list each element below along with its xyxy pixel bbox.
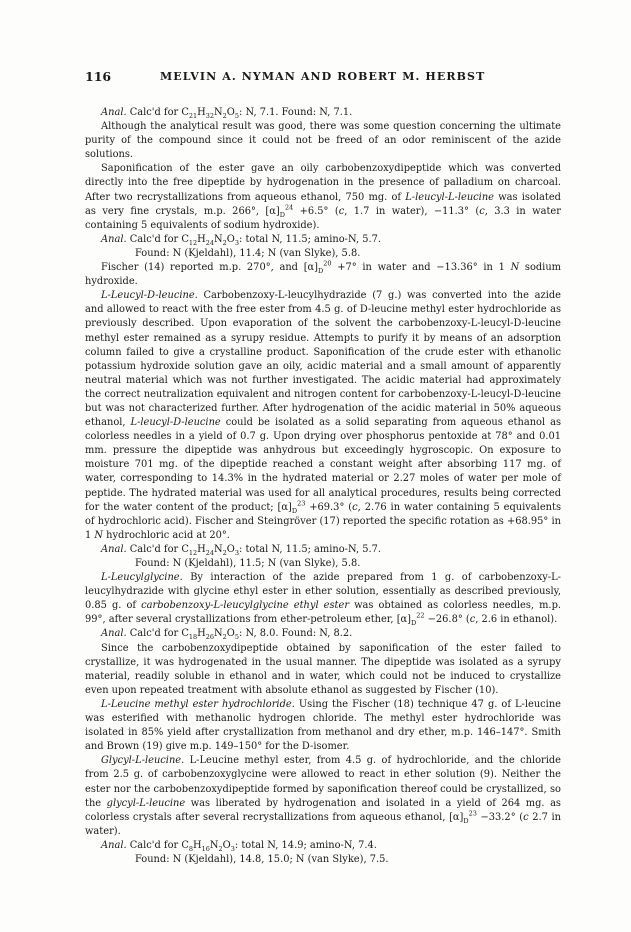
text-run: 2.7 in water). — [85, 811, 562, 837]
text-run: Using the Fischer (18) technique 47 g. of L-leucine was esterified with methanolic hydrogen chloride. The methyl ester hydrochloride was isolated in 85% yield after crystallization from methanol and dry ether, m.p. 146–147°. Smith and Brown (19) give m.p. 149–150° for the D-isomer. — [85, 698, 561, 753]
text-run: Calc'd for C — [126, 839, 189, 851]
subscript: D — [411, 619, 417, 628]
analysis-calculated-line — [85, 543, 561, 557]
text-run: +7° in water and −13.36° in 1 — [331, 262, 511, 274]
analysis-calculated-line — [85, 839, 561, 853]
analysis-calculated-line — [85, 106, 561, 120]
page-number: 116 — [85, 69, 112, 84]
superscript: 20 — [323, 259, 332, 268]
italic-text: L-Leucylglycine. — [101, 572, 183, 584]
subscript: 5 — [234, 633, 240, 642]
text-run: : total N, 11.5; amino-N, 5.7. — [239, 543, 382, 555]
body-paragraph — [85, 642, 561, 698]
italic-text: carbobenzoxy-L-leucylglycine ethyl ester — [141, 600, 350, 612]
italic-text: N — [510, 262, 520, 274]
text-run: , 1.7 in water), −11.3° ( — [344, 205, 480, 217]
subscript: 3 — [230, 844, 235, 853]
analysis-found-line — [85, 853, 561, 867]
italic-text: L-leucyl-L-leucine — [405, 191, 494, 203]
text-run: : N, 8.0. Found: N, 8.2. — [239, 628, 353, 640]
subscript: 21 — [188, 111, 198, 120]
subscript: 3 — [234, 548, 240, 557]
text-run: +69.3° ( — [305, 501, 353, 513]
subscript: 12 — [188, 548, 198, 557]
text-run: −33.2° ( — [476, 811, 524, 823]
subscript: 2 — [218, 844, 223, 853]
italic-text: c — [338, 205, 345, 217]
superscript: 22 — [416, 612, 425, 621]
subscript: D — [279, 210, 285, 219]
text-run: Calc'd for C — [126, 107, 189, 118]
text-run: H — [193, 839, 202, 851]
superscript: 23 — [468, 809, 477, 818]
text-run: Found: N (Kjeldahl), 11.4; N (van Slyke), 5.8. — [135, 247, 361, 259]
italic-text: glycyl-L-leucine — [106, 797, 186, 809]
text-run: Found: N (Kjeldahl), 14.8, 15.0; N (van Slyke), 7.5. — [135, 853, 389, 865]
subscript: 2 — [222, 633, 227, 642]
text-run: was obtained as colorless needles, m.p. 99°, after several crystallizations from ether-petroleum ether, [α] — [85, 600, 561, 626]
subscript: 16 — [201, 844, 210, 853]
italic-text: L-Leucyl-D-leucine. — [101, 290, 198, 302]
text-run: −26.8° ( — [424, 614, 470, 626]
italic-text: L-leucyl-D-leucine — [130, 417, 221, 429]
text-run: L-Leucine methyl ester, from 4.5 g. of hydrochloride, and the chloride from 2.5 g. of carbobenzoxyglycine were allowed to react in ether solution (9). Neither the ester nor the carbobenzoxydipeptide formed by saponification thereof could be crystallized, so the — [85, 755, 561, 809]
text-run: Found: N (Kjeldahl), 11.5; N (van Slyke), 5.8. — [135, 558, 361, 569]
text-run: O — [226, 543, 235, 555]
subscript: 2 — [222, 111, 227, 120]
text-run: Saponification of the ester gave an oily carbobenzoxydipeptide which was converted directly into the free dipeptide by hydrogenation in the presence of palladium on charcoal. After two recrystallizations from aqueous ethanol, 750 mg. of — [85, 163, 561, 203]
italic-text: Anal. — [101, 543, 127, 555]
superscript: 24 — [284, 203, 294, 212]
body-paragraph — [85, 120, 561, 162]
text-run: H — [197, 543, 206, 555]
subscript: 8 — [188, 844, 194, 853]
subscript: D — [291, 506, 298, 515]
subscript: D — [318, 267, 324, 275]
text-run: was isolated as very fine crystals, m.p. 266°, [α] — [85, 191, 561, 217]
text-run: Calc'd for C — [126, 233, 189, 245]
text-run: was liberated by hydrogenation and isolated in a yield of 264 mg. as colorless crystals after several recrystallizations from aqueous ethanol, [α] — [85, 797, 561, 823]
italic-text: c — [352, 501, 358, 513]
subscript: 24 — [205, 238, 215, 247]
italic-text: Anal. — [101, 107, 127, 118]
subscript: 18 — [188, 633, 198, 642]
text-run: N — [214, 543, 223, 555]
text-run: N — [214, 233, 223, 245]
subscript: 12 — [188, 238, 198, 247]
body-paragraph — [85, 698, 561, 754]
text-run: O — [226, 107, 235, 118]
body-paragraph — [85, 754, 561, 839]
italic-text: c — [469, 614, 476, 626]
text-run: O — [226, 628, 235, 640]
subscript: 3 — [234, 238, 240, 247]
text-run: +6.5° ( — [293, 205, 339, 217]
text-run: hydrochloric acid at 20°. — [103, 529, 230, 541]
subscript: 24 — [205, 548, 215, 557]
article-body — [85, 106, 561, 867]
subscript: 32 — [205, 111, 215, 120]
text-run: O — [222, 839, 231, 851]
italic-text: Anal. — [101, 233, 127, 245]
body-paragraph — [85, 162, 561, 232]
text-run: N — [209, 839, 219, 851]
text-run: Although the analytical result was good, there was some question concerning the ultimate purity of the compound since it could not be freed of an odor reminiscent of the azide solutions. — [85, 121, 561, 161]
text-run: Since the carbobenzoxydipeptide obtained by saponification of the ester failed to crystallize, it was hydrogenated in the usual manner. The dipeptide was isolated as a syrupy material, readily soluble in ethanol and in water, which could not be induced to crystallize even upon repeated treatment with absolute ethanol as suggested by Fischer (10). — [85, 642, 561, 696]
subscript: D — [463, 816, 469, 825]
analysis-calculated-line — [85, 627, 561, 641]
italic-text: L-Leucine methyl ester hydrochloride. — [101, 698, 295, 710]
subscript: 5 — [234, 111, 240, 120]
italic-text: N — [94, 529, 104, 541]
body-paragraph — [85, 571, 561, 627]
text-run: N — [214, 107, 223, 118]
subscript: 26 — [205, 633, 215, 642]
superscript: 23 — [297, 499, 306, 508]
text-run: N — [214, 628, 223, 640]
text-run: O — [226, 233, 235, 245]
text-run: : N, 7.1. Found: N, 7.1. — [239, 107, 353, 118]
body-paragraph — [85, 289, 561, 543]
italic-text: Anal. — [101, 628, 127, 640]
subscript: 2 — [222, 548, 227, 557]
analysis-found-line — [85, 557, 561, 571]
subscript: 2 — [222, 238, 227, 247]
text-run: : total N, 11.5; amino-N, 5.7. — [239, 233, 382, 245]
text-run: H — [197, 233, 206, 245]
text-run: By interaction of the azide prepared from 1 g. of carbobenzoxy-L-leucylhydrazide with glycine ethyl ester in ether solution, essentially as described previously, 0.85 g. of — [85, 572, 561, 612]
text-run: , 2.6 in ethanol). — [475, 614, 558, 626]
text-run: H — [197, 107, 206, 118]
body-paragraph — [85, 261, 561, 289]
italic-text: Glycyl-L-leucine. — [101, 755, 185, 767]
text-run: Calc'd for C — [126, 543, 189, 555]
italic-text: c — [479, 205, 485, 217]
text-run: Fischer (14) reported m.p. 270°, and [α] — [101, 262, 319, 274]
analysis-calculated-line — [85, 233, 561, 247]
text-run: , 3.3 in water containing 5 equivalents of sodium hydroxide). — [85, 205, 561, 231]
running-header — [85, 69, 560, 85]
text-run: could be isolated as a solid separating from aqueous ethanol as colorless needles in a yield of 0.7 g. Upon drying over phosphorus pentoxide at 78° and 0.01 mm. pressure the dipeptide was anhydrous but exceedingly hygroscopic. On exposure to moisture 701 mg. of the dipeptide reached a constant weight after absorbing 117 mg. of water, corresponding to 14.3% in the hydrated material or 2.27 moles of water per mole of peptide. The hydrated material was used for all analytical procedures, results being corrected for the water content of the product; [α] — [85, 417, 561, 513]
text-run: : total N, 14.9; amino-N, 7.4. — [234, 839, 377, 851]
text-run: , 2.76 in water containing 5 equivalents of hydrochloric acid). Fischer and Steingröver (17) reported the specific rotation as +68.95° in 1 — [85, 501, 562, 541]
text-run: H — [197, 628, 206, 640]
running-head-authors: MELVIN A. NYMAN AND ROBERT M. HERBST — [160, 70, 486, 83]
italic-text: Anal. — [101, 839, 127, 851]
text-run: sodium hydroxide. — [85, 262, 562, 288]
text-run: Carbobenzoxy-L-leucylhydrazide (7 g.) was converted into the azide and allowed to react with the free ester from 4.5 g. of D-leucine methyl ester hydrochloride as previously described. Upon evaporation of the solvent the carbobenzoxy-L-leucyl-D-leucine methyl ester remained as a syrupy residue. Attempts to purify it by means of an adsorption column failed to give a crystalline product. Saponification of the crude ester with ethanolic potassium hydroxide solution gave an oily, acidic material and a small amount of apparently neutral material which was not further investigated. The acidic material had approximately the correct neutralization equivalent and nitrogen content for carbobenzoxy-L-leucyl-D-leucine but was not characterized further. After hydrogenation of the acidic material in 50% aqueous ethanol, — [85, 290, 561, 429]
italic-text: c — [523, 811, 529, 823]
text-run: Calc'd for C — [126, 628, 189, 640]
